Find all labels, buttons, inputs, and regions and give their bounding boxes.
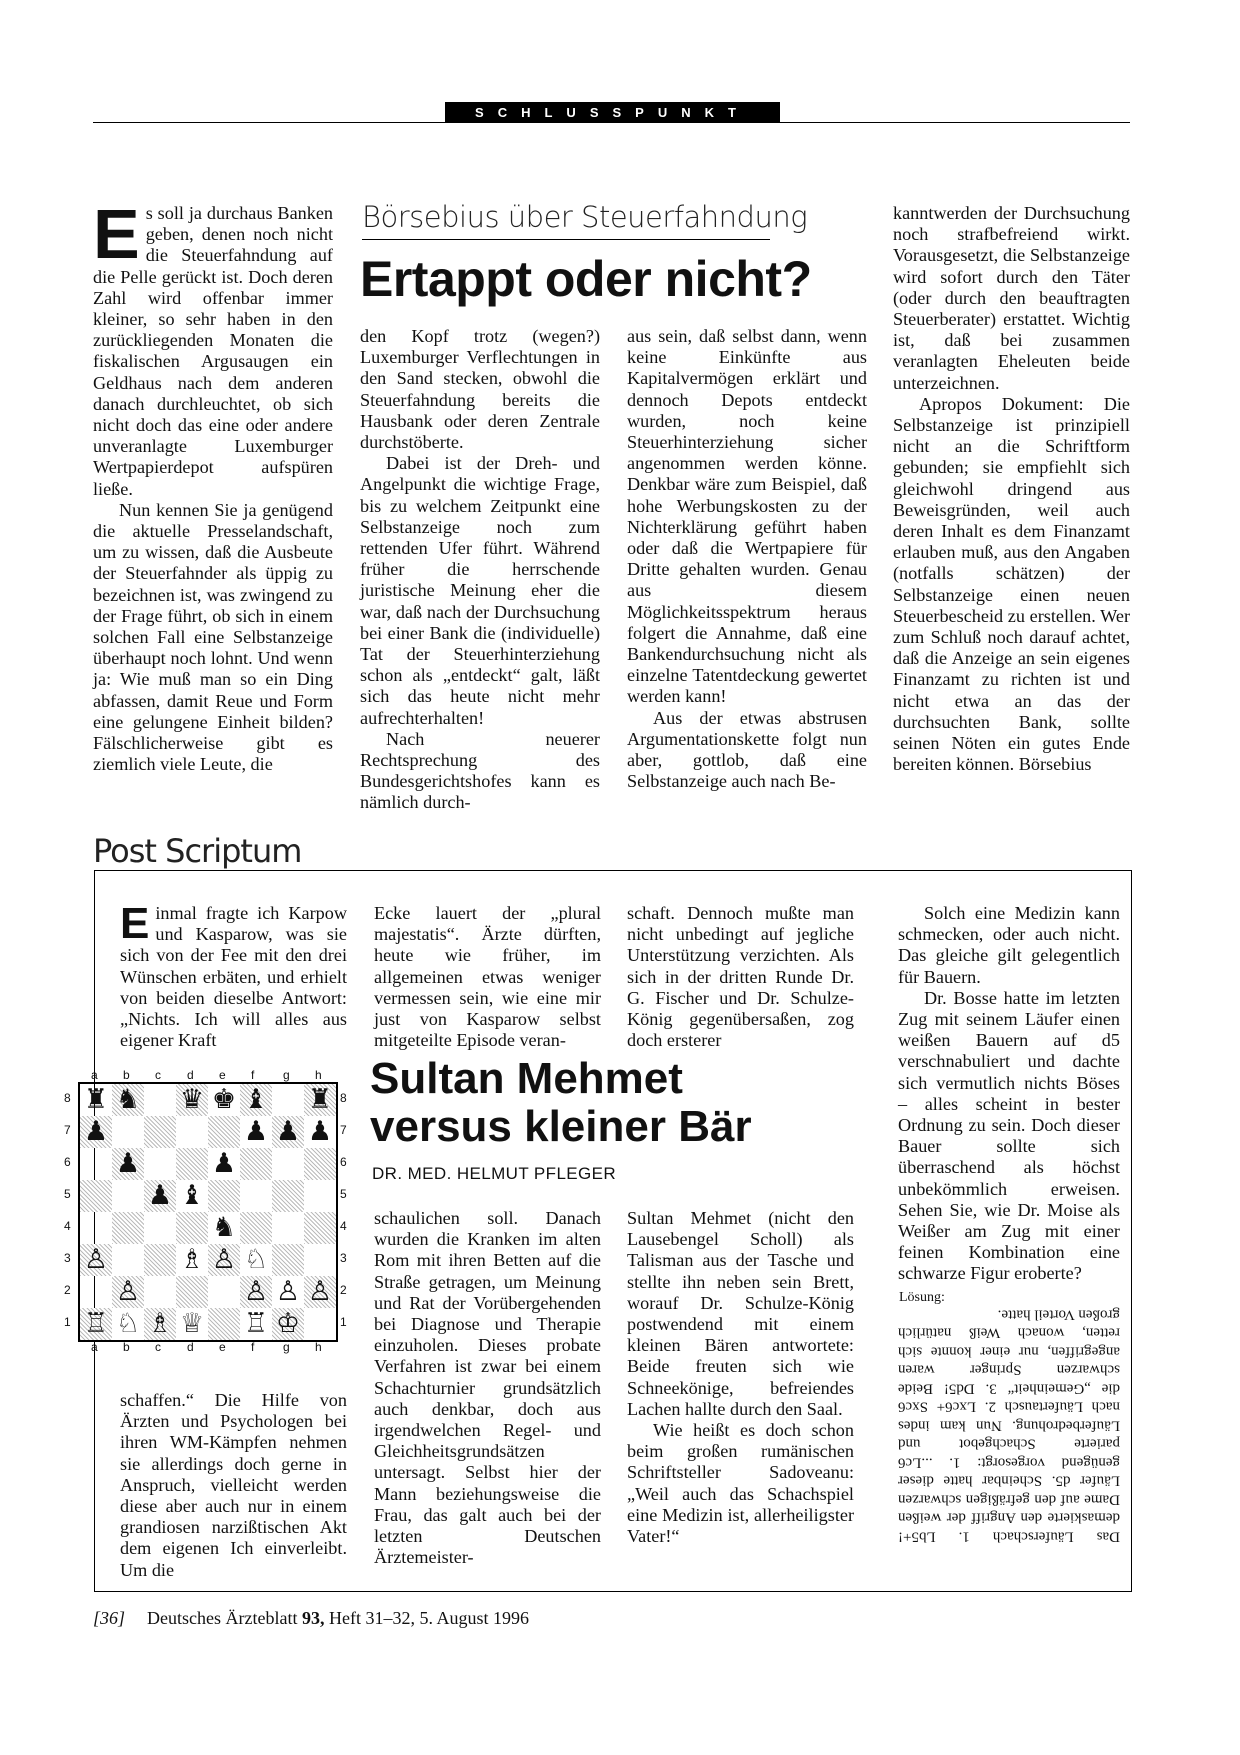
board-square [112, 1180, 144, 1212]
board-square [304, 1212, 336, 1244]
ps-paragraph: Dr. Bosse hatte im letzten Zug mit seinem Läufer einen weißen Bauern auf d5 verschnabuliert und dachte sich vermutlich nichts Böses – alles scheint in bester Ordnung zu sein. Doch dieser Bauer sollte sich überraschend als höchst unbekömmlich erweisen. Sehen Sie, wie Dr. Moise als Weißer am Zug mit einer feinen Kombination eine schwarze Figur eroberte? [898, 987, 1120, 1284]
article-paragraph: kanntwerden der Durchsuchung noch strafbefreiend wirkt. Vorausgesetzt, die Selbstanzeige wird sofort durch den Täter (oder durch den beauftragten Steuerberater) erstattet. Wichtig ist, daß bei zusammen veranlagten Eheleuten beide unterzeichnen. [893, 203, 1130, 393]
chess-piece: ♟ [211, 1148, 237, 1179]
ps-column-3-top [627, 903, 854, 1051]
ps-paragraph: Wie heißt es doch schon beim großen rumänischen Schriftsteller Sadoveanu: „Weil auch das Schachspiel eine Medizin ist, allerheiligster Vater!“ [627, 1420, 854, 1547]
chess-piece: ♕ [179, 1308, 205, 1339]
board-square [80, 1276, 112, 1308]
file-label: f [251, 1068, 255, 1082]
board-square [304, 1308, 336, 1340]
chess-piece: ♙ [275, 1276, 301, 1307]
board-square [208, 1180, 240, 1212]
rank-label: 6 [340, 1155, 347, 1169]
board-square [176, 1148, 208, 1180]
rank-label: 6 [64, 1155, 71, 1169]
ps-paragraph: Solch eine Medizin kann schmecken, oder auch nicht. Das gleiche gilt gelegentlich für Bauern. [898, 903, 1120, 987]
article-paragraph: Apropos Dokument: Die Selbstanzeige ist prinzipiell nicht an die Schriftform gebunden; sie empfiehlt sich gleichwohl dringend aus Beweisgründen, weil auch deren Inhalt es dem Finanzamt erlauben muß, aus den Angaben (notfalls schätzen) der Selbstanzeige einen neuen Steuerbescheid zu erstellen. Wer zum Schluß noch darauf achtet, daß die Anzeige an sein eigenes Finanzamt zu richten ist und nicht etwa an das der durchsuchten Bank, sollte seinen Nöten ein gutes Ende bereiten können. Börsebius [893, 393, 1130, 775]
article-dropcap: E [93, 195, 140, 273]
ps-column-1-top [120, 899, 347, 1051]
article-paragraph: aus sein, daß selbst dann, wenn keine Einkünfte aus Kapitalvermögen erklärt und dennoch Depots entdeckt wurden, noch keine Steuerhinterziehung sicher angenommen werden könne. Denkbar wäre zum Beispiel, daß hohe Werbungskosten zu der Nichterklärung geführt haben oder daß die Wertpapiere für Dritte gehalten wurden. Genau aus diesem Möglichkeitsspektrum heraus folgert die Annahme, daß eine Bankendurchsuchung nicht als einzelne Tatentdeckung gewertet werden kann! [627, 326, 867, 707]
chess-piece: ♟ [115, 1148, 141, 1179]
file-label: e [219, 1340, 226, 1354]
file-label: c [155, 1068, 161, 1082]
file-label: b [123, 1068, 130, 1082]
ps-column-1-bottom [120, 1390, 347, 1581]
rank-label: 1 [340, 1315, 347, 1329]
chess-piece: ♝ [179, 1180, 205, 1211]
chess-piece: ♟ [307, 1116, 333, 1147]
ps-author: DR. MED. HELMUT PFLEGER [372, 1164, 617, 1183]
rank-label: 3 [64, 1251, 71, 1265]
file-label: e [219, 1068, 226, 1082]
article-headline: Ertappt oder nicht? [360, 251, 812, 307]
chess-piece: ♚ [211, 1084, 237, 1115]
board-square [176, 1276, 208, 1308]
chess-piece: ♞ [115, 1084, 141, 1115]
board-square [176, 1116, 208, 1148]
chess-piece: ♘ [115, 1308, 141, 1339]
ps-headline-line-1: Sultan Mehmet [370, 1054, 683, 1103]
board-square [272, 1212, 304, 1244]
article-column-4 [893, 203, 1130, 775]
file-label: a [91, 1068, 98, 1082]
chess-piece: ♜ [307, 1084, 333, 1115]
article-column-1 [93, 195, 333, 775]
chess-diagram [60, 1068, 348, 1356]
chess-piece: ♙ [83, 1244, 109, 1275]
board-square [240, 1180, 272, 1212]
journal-name: Deutsches Ärzteblatt [147, 1608, 298, 1628]
rank-label: 2 [340, 1283, 347, 1297]
file-label: d [187, 1068, 194, 1082]
board-square [80, 1212, 112, 1244]
board-square [240, 1212, 272, 1244]
article-paragraph: Nach neuerer Rechtsprechung des Bundesgerichtshofes kann es nämlich durch- [360, 728, 600, 813]
ps-column-2-bottom [374, 1208, 601, 1568]
chess-piece: ♗ [179, 1244, 205, 1275]
chess-piece: ♙ [115, 1276, 141, 1307]
section-banner: SCHLUSSPUNKT [445, 102, 780, 123]
board-square [208, 1308, 240, 1340]
chess-piece: ♘ [243, 1244, 269, 1275]
solution-text-upside-down: Das Läuferschach 1. Lb5+! demaskierte den Angriff der weißen Dame auf den gefräßigen schwarzen Läufer d5. Scheinbar hatte dieser genügend vorgesorgt: 1. ...Lc6 parierte Schachgebot und Läuferbedrohung. Nun kam indes nach Läufertausch 2. Lxc6+ Sxc6 die „Gemeinheit“ 3. Dd5! Beide schwarzen Springer waren angegriffen, nur einer konnte sich retten, wonach Weiß natürlich großen Vorteil hatte. [898, 1306, 1120, 1545]
board-square [272, 1244, 304, 1276]
ps-paragraph: inmal fragte ich Karpow und Kasparow, was sie sich von der Fee mit den drei Wünschen erbäten, und erhielt von beiden dieselbe Antwort: „Nichts. Ich will alles aus eigener Kraft [120, 903, 347, 1051]
chess-piece: ♖ [243, 1308, 269, 1339]
ps-headline [370, 1055, 752, 1151]
journal-volume: 93, [301, 1608, 325, 1628]
ps-paragraph: schaulichen soll. Danach wurden die Kranken im alten Rom mit ihren Betten auf die Straße getragen, um Meinung und Rat der Vorübergehenden bei Diagnose und Therapie einzuholen. Dieses probate Verfahren ist zwar bei einem Schachturnier grundsätzlich auch denkbar, doch aus irgendwelchen Regel- und Gleichheitsgrundsätzen untersagt. Selbst hier der Mann beziehungsweise die Frau, das galt auch bei der letzten Deutschen Ärztemeister- [374, 1208, 601, 1568]
file-label: g [283, 1068, 290, 1082]
board-square [112, 1116, 144, 1148]
rank-label: 3 [340, 1251, 347, 1265]
rank-label: 1 [64, 1315, 71, 1329]
file-label: h [315, 1068, 322, 1082]
board-square [144, 1116, 176, 1148]
ps-column-3-bottom [627, 1208, 854, 1547]
ps-paragraph: Ecke lauert der „plural majestatis“. Ärzte dürften, heute wie früher, im allgemeinen etwas weniger vermessen sein, wie eine mir just von Kasparow selbst mitgeteilte Episode veran- [374, 903, 601, 1051]
solution-label: Lösung: [899, 1290, 945, 1305]
journal-issue: Heft 31–32, 5. August 1996 [328, 1608, 529, 1628]
article-paragraph: Nun kennen Sie ja genügend die aktuelle Presselandschaft, um zu wissen, daß die Ausbeute der Steuerfahnder als üppig zu bezeichnen ist, was zwingend zu der Frage führt, ob sich in einem solchen Fall eine Selbstanzeige überhaupt noch lohnt. Und wenn ja: Wie muß man so ein Ding abfassen, damit Reue und Form eine gelungene Einheit bilden? Fälschlicherweise gibt es ziemlich viele Leute, die [93, 499, 333, 775]
article-paragraph: s soll ja durchaus Banken geben, denen noch nicht die Steuerfahndung auf die Pelle gerückt ist. Doch deren Zahl wird offenbar immer kleiner, so sehr haben in den zurückliegenden Monaten die fiskalischen Argusaugen ein Geldhaus nach dem anderen danach durchleuchtet, ob sich nicht doch das eine oder andere unveranlagte Luxemburger Wertpapierdepot aufspüren ließe. [93, 203, 333, 499]
ps-column-4 [898, 903, 1120, 1285]
ps-dropcap: E [120, 899, 150, 948]
article-paragraph: Aus der etwas abstrusen Argumentationskette folgt nun aber, gottlob, daß eine Selbstanzeige auch nach Be- [627, 707, 867, 792]
board-square [144, 1148, 176, 1180]
ps-paragraph: schaft. Dennoch mußte man nicht unbedingt auf jegliche Unterstützung verzichten. Als sich in der dritten Runde Dr. G. Fischer und Dr. Schulze-König gegenübersaßen, zog doch ersterer [627, 903, 854, 1051]
board-square [304, 1148, 336, 1180]
page-footer [93, 1608, 529, 1629]
rank-label: 7 [64, 1123, 71, 1137]
chess-piece: ♔ [275, 1308, 301, 1339]
board-square [144, 1084, 176, 1116]
board-square [304, 1244, 336, 1276]
rank-label: 7 [340, 1123, 347, 1137]
board-square [240, 1148, 272, 1180]
page-number: [36] [93, 1608, 126, 1628]
rank-label: 5 [64, 1187, 71, 1201]
chess-piece: ♗ [147, 1308, 173, 1339]
article-column-3 [627, 326, 867, 792]
article-column-2 [360, 326, 600, 814]
board-square [208, 1116, 240, 1148]
file-label: b [123, 1340, 130, 1354]
rank-label: 5 [340, 1187, 347, 1201]
board-square [144, 1244, 176, 1276]
ps-headline-line-2: versus kleiner Bär [370, 1102, 752, 1151]
kicker-rule [362, 239, 770, 240]
rank-label: 2 [64, 1283, 71, 1297]
article-paragraph: Dabei ist der Dreh- und Angelpunkt die wichtige Frage, bis zu welchem Zeitpunkt eine Selbstanzeige noch zum rettenden Ufer führt. Während früher die herrschende juristische Meinung eher die war, daß nach der Durchsuchung bei einer Bank die (individuelle) Tat der Steuerhinterziehung schon als „entdeckt“ galt, läßt sich das heute nicht mehr aufrechterhalten! [360, 453, 600, 728]
file-label: c [155, 1340, 161, 1354]
chess-piece: ♖ [83, 1308, 109, 1339]
article-kicker: Börsebius über Steuerfahndung [362, 200, 808, 234]
chess-piece: ♟ [83, 1116, 109, 1147]
board-square [112, 1244, 144, 1276]
board-square [144, 1276, 176, 1308]
article-paragraph: den Kopf trotz (wegen?) Luxemburger Verflechtungen in den Sand stecken, obwohl die Steuerfahndung bereits die Hausbank oder deren Zentrale durchstöberte. [360, 326, 600, 453]
board-square [144, 1212, 176, 1244]
board-square [208, 1276, 240, 1308]
board-square [272, 1084, 304, 1116]
chess-piece: ♜ [83, 1084, 109, 1115]
rank-label: 8 [340, 1091, 347, 1105]
board-square [80, 1180, 112, 1212]
chess-piece: ♟ [243, 1116, 269, 1147]
board-square [112, 1212, 144, 1244]
chess-piece: ♛ [179, 1084, 205, 1115]
file-label: g [283, 1340, 290, 1354]
board-square [80, 1148, 112, 1180]
board-square [176, 1212, 208, 1244]
ps-paragraph: Sultan Mehmet (nicht den Lausebengel Scholl) als Talisman aus der Tasche und stellte ihn neben sein Brett, worauf Dr. Schulze-König postwendend mit einem kleinen Bären antwortete: Beide freuten sich wie Schneekönige, befreiendes Lachen hallte durch den Saal. [627, 1208, 854, 1419]
chess-piece: ♝ [243, 1084, 269, 1115]
ps-section-title: Post Scriptum [93, 832, 302, 870]
ps-paragraph: schaffen.“ Die Hilfe von Ärzten und Psychologen bei ihren WM-Kämpfen nehmen sie allerdings doch gerne in Anspruch, vielleicht werden diese aber auch nur in einem grandiosen narzißtischen Akt dem eigenen Ich einverleibt. Um die [120, 1390, 347, 1580]
chess-board [78, 1082, 338, 1342]
board-square [304, 1180, 336, 1212]
board-square [272, 1180, 304, 1212]
rank-label: 4 [64, 1219, 71, 1233]
chess-piece: ♙ [211, 1244, 237, 1275]
chess-piece: ♟ [275, 1116, 301, 1147]
file-label: f [251, 1340, 255, 1354]
chess-piece: ♙ [307, 1276, 333, 1307]
chess-piece: ♙ [243, 1276, 269, 1307]
file-label: a [91, 1340, 98, 1354]
file-label: h [315, 1340, 322, 1354]
rank-label: 4 [340, 1219, 347, 1233]
chess-piece: ♞ [211, 1212, 237, 1243]
board-square [272, 1148, 304, 1180]
rank-label: 8 [64, 1091, 71, 1105]
ps-column-2-top [374, 903, 601, 1051]
chess-piece: ♟ [147, 1180, 173, 1211]
file-label: d [187, 1340, 194, 1354]
